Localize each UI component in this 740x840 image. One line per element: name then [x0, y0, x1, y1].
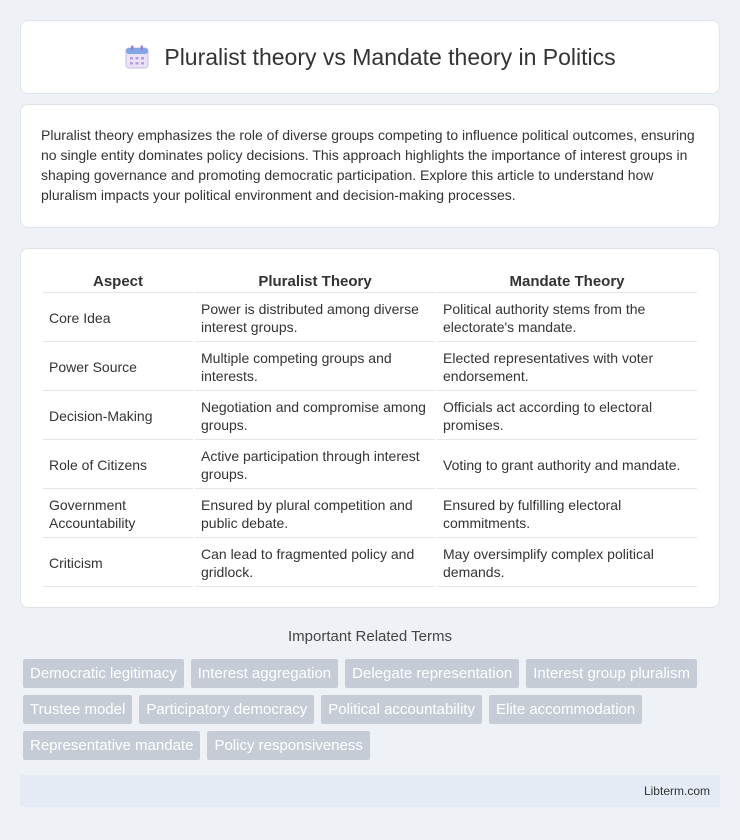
title-card [20, 20, 720, 94]
calendar-icon [124, 44, 150, 70]
row-aspect: Power Source [43, 342, 193, 391]
comparison-table-card [20, 248, 720, 608]
row-pluralist: Multiple competing groups and interests. [195, 342, 435, 391]
tag-participatory-democracy[interactable]: Participatory democracy [139, 695, 314, 724]
intro-text: Pluralist theory emphasizes the role of diverse groups competing to influence political outcomes, ensuring no single entity dominates policy decisions. This approach highlights the importance of interest groups in shaping governance and promoting democratic participation. Explore this article to understand how pluralism impacts your political environment and decision-making processes. [41, 127, 695, 203]
table-row [43, 440, 697, 489]
tag-political-accountability[interactable]: Political accountability [321, 695, 482, 724]
related-terms-tags [20, 659, 720, 760]
row-mandate: Officials act according to electoral promises. [437, 391, 697, 440]
row-mandate: Elected representatives with voter endorsement. [437, 342, 697, 391]
column-header-aspect: Aspect [43, 269, 193, 293]
tag-trustee-model[interactable]: Trustee model [23, 695, 132, 724]
tag-representative-mandate[interactable]: Representative mandate [23, 731, 200, 760]
row-aspect: Core Idea [43, 293, 193, 342]
comparison-table [41, 269, 699, 587]
row-pluralist: Can lead to fragmented policy and gridlock. [195, 538, 435, 587]
tag-delegate-representation[interactable]: Delegate representation [345, 659, 519, 688]
tag-democratic-legitimacy[interactable]: Democratic legitimacy [23, 659, 184, 688]
column-header-mandate: Mandate Theory [437, 269, 697, 293]
tag-policy-responsiveness[interactable]: Policy responsiveness [207, 731, 369, 760]
table-row [43, 538, 697, 587]
row-mandate: Political authority stems from the electorate's mandate. [437, 293, 697, 342]
row-aspect: Criticism [43, 538, 193, 587]
tag-interest-group-pluralism[interactable]: Interest group pluralism [526, 659, 697, 688]
row-aspect: Decision-Making [43, 391, 193, 440]
row-mandate: Ensured by fulfilling electoral commitments. [437, 489, 697, 538]
table-row [43, 293, 697, 342]
table-row [43, 342, 697, 391]
related-terms-heading: Important Related Terms [288, 628, 452, 645]
row-mandate: Voting to grant authority and mandate. [437, 440, 697, 489]
row-aspect: Role of Citizens [43, 440, 193, 489]
page-title: Pluralist theory vs Mandate theory in Politics [164, 43, 616, 70]
table-row [43, 489, 697, 538]
footer [20, 775, 720, 807]
tag-interest-aggregation[interactable]: Interest aggregation [191, 659, 338, 688]
table-row [43, 391, 697, 440]
tag-elite-accommodation[interactable]: Elite accommodation [489, 695, 642, 724]
row-pluralist: Power is distributed among diverse interest groups. [195, 293, 435, 342]
column-header-pluralist: Pluralist Theory [195, 269, 435, 293]
row-pluralist: Ensured by plural competition and public debate. [195, 489, 435, 538]
row-pluralist: Negotiation and compromise among groups. [195, 391, 435, 440]
related-terms-section [20, 628, 720, 760]
row-mandate: May oversimplify complex political demands. [437, 538, 697, 587]
intro-card [20, 104, 720, 228]
row-pluralist: Active participation through interest groups. [195, 440, 435, 489]
table-header-row [43, 269, 697, 293]
row-aspect: Government Accountability [43, 489, 193, 538]
footer-site-link[interactable]: Libterm.com [643, 784, 710, 798]
